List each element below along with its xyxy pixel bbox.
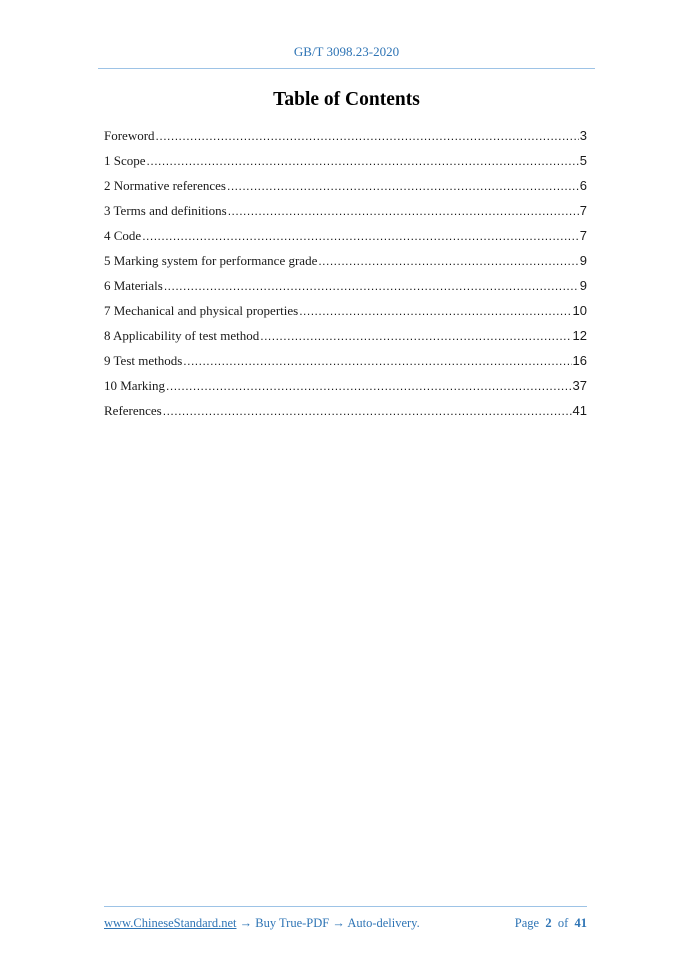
toc-leader-dots xyxy=(164,276,579,296)
toc-leader-dots xyxy=(147,151,579,171)
website-link[interactable]: www.ChineseStandard.net xyxy=(104,916,237,930)
toc-entry-marking[interactable] xyxy=(104,376,587,401)
toc-entry-label: 6 Materials xyxy=(104,278,163,293)
toc-list xyxy=(104,126,587,426)
toc-leader-dots xyxy=(183,351,571,371)
document-id: GB/T 3098.23-2020 xyxy=(293,44,400,59)
toc-entry-label: 1 Scope xyxy=(104,153,146,168)
toc-entry-label: 2 Normative references xyxy=(104,178,226,193)
toc-entry-applicability[interactable] xyxy=(104,326,587,351)
toc-entry-page: 9 xyxy=(579,253,587,268)
toc-entry-page: 9 xyxy=(579,278,587,293)
toc-entry-label: References xyxy=(104,403,162,418)
toc-entry-mechanical-properties[interactable] xyxy=(104,301,587,326)
toc-entry-label: 10 Marking xyxy=(104,378,166,393)
toc-entry-page: 7 xyxy=(579,203,587,218)
toc-entry-page: 10 xyxy=(572,303,587,318)
toc-entry-page: 16 xyxy=(572,353,587,368)
toc-leader-dots xyxy=(318,251,578,271)
toc-entry-page: 41 xyxy=(572,403,587,418)
buy-true-pdf-text: Buy True-PDF xyxy=(255,916,330,930)
toc-entry-page: 3 xyxy=(579,128,587,143)
arrow-right-icon: → xyxy=(332,916,345,930)
footer-divider xyxy=(104,906,587,907)
toc-entry-references[interactable] xyxy=(104,401,587,426)
toc-entry-label: 8 Applicability of test method xyxy=(104,328,260,343)
toc-entry-test-methods[interactable] xyxy=(104,351,587,376)
arrow-right-icon: → xyxy=(239,916,253,930)
toc-leader-dots xyxy=(228,201,579,221)
toc-leader-dots xyxy=(142,226,579,246)
toc-leader-dots xyxy=(163,401,572,421)
of-word: of xyxy=(557,916,569,930)
toc-entry-normative-references[interactable] xyxy=(104,176,587,201)
toc-entry-label: 9 Test methods xyxy=(104,353,183,368)
toc-entry-label: Foreword xyxy=(104,128,155,143)
total-pages: 41 xyxy=(574,916,587,930)
toc-entry-page: 7 xyxy=(579,228,587,243)
current-page: 2 xyxy=(545,916,552,930)
toc-entry-code[interactable] xyxy=(104,226,587,251)
toc-leader-dots xyxy=(299,301,571,321)
toc-entry-terms-and-definitions[interactable] xyxy=(104,201,587,226)
page-footer xyxy=(104,916,587,936)
toc-title: Table of Contents xyxy=(273,89,420,110)
toc-entry-materials[interactable] xyxy=(104,276,587,301)
page-number xyxy=(515,916,587,931)
toc-entry-foreword[interactable] xyxy=(104,126,587,151)
toc-entry-page: 6 xyxy=(579,178,587,193)
auto-delivery-text: Auto-delivery. xyxy=(347,916,420,930)
header-divider xyxy=(98,68,595,69)
toc-leader-dots xyxy=(260,326,571,346)
footer-promo xyxy=(104,916,420,931)
toc-entry-label: 3 Terms and definitions xyxy=(104,203,227,218)
toc-leader-dots xyxy=(156,126,579,146)
toc-entry-label: 5 Marking system for performance grade xyxy=(104,253,318,268)
page-word: Page xyxy=(514,916,540,930)
toc-entry-label: 7 Mechanical and physical properties xyxy=(104,303,299,318)
toc-leader-dots xyxy=(166,376,572,396)
toc-entry-page: 37 xyxy=(572,378,587,393)
toc-entry-page: 12 xyxy=(572,328,587,343)
toc-entry-page: 5 xyxy=(579,153,587,168)
toc-entry-scope[interactable] xyxy=(104,151,587,176)
toc-leader-dots xyxy=(227,176,579,196)
toc-entry-label: 4 Code xyxy=(104,228,142,243)
toc-entry-marking-system[interactable] xyxy=(104,251,587,276)
